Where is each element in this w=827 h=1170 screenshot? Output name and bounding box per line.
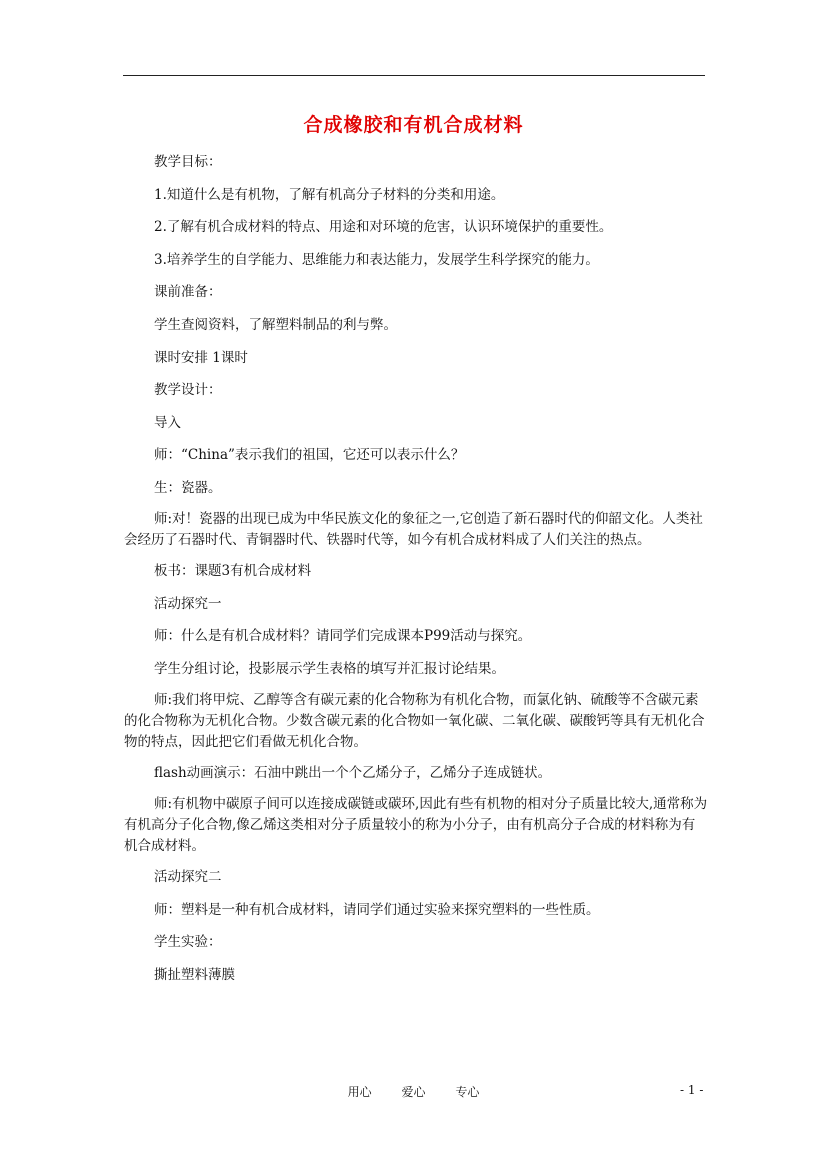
paragraph-teacher-what-is: 师：什么是有机合成材料？请同学们完成课本P99活动与探究。 bbox=[154, 628, 532, 645]
footer-motto-3: 专心 bbox=[455, 1085, 480, 1099]
paragraph-design-heading: 教学设计： bbox=[154, 382, 222, 399]
paragraph-student-experiment: 学生实验： bbox=[154, 934, 222, 951]
paragraph-activity-2-heading: 活动探究二 bbox=[154, 869, 222, 886]
paragraph-group-discussion: 学生分组讨论，投影展示学生表格的填写并汇报讨论结果。 bbox=[154, 660, 505, 677]
paragraph-objective-2: 2.了解有机合成材料的特点、用途和对环境的危害，认识环境保护的重要性。 bbox=[154, 219, 613, 236]
paragraph-objectives-heading: 教学目标： bbox=[154, 154, 222, 170]
paragraph-teacher-question: 师：“China”表示我们的祖国，它还可以表示什么？ bbox=[154, 447, 465, 464]
paragraph-teacher-porcelain: 师:对！瓷器的出现已成为中华民族文化的象征之一,它创造了新石器时代的仰韶文化。人类社会经历了石器时代、青铜器时代、铁器时代等，如今有机合成材料成了人们关注的热点。 bbox=[124, 510, 703, 548]
header-rule bbox=[123, 75, 705, 76]
footer-motto-1: 用心 bbox=[347, 1085, 372, 1099]
paragraph-teacher-plastics: 师：塑料是一种有机合成材料，请同学们通过实验来探究塑料的一些性质。 bbox=[154, 901, 600, 918]
paragraph-objective-3: 3.培养学生的自学能力、思维能力和表达能力，发展学生科学探究的能力。 bbox=[154, 251, 599, 268]
paragraph-objective-1: 1.知道什么是有机物，了解有机高分子材料的分类和用途。 bbox=[154, 186, 505, 203]
paragraph-student-answer: 生：瓷器。 bbox=[154, 479, 222, 496]
document-title: 合成橡胶和有机合成材料 bbox=[303, 114, 524, 136]
paragraph-tear-film: 撕扯塑料薄膜 bbox=[154, 967, 235, 984]
paragraph-intro-heading: 导入 bbox=[154, 414, 181, 431]
paragraph-teacher-organic-compounds: 师:我们将甲烷、乙醇等含有碳元素的化合物称为有机化合物，而氯化钠、硫酸等不含碳元素的化合物称为无机化合物。少数含碳元素的化合物如一氧化碳、二氧化碳、碳酸钙等具有无机化合物的特点，因此把它们看做无机化合物。 bbox=[124, 691, 705, 750]
paragraph-teacher-polymers: 师:有机物中碳原子间可以连接成碳链或碳环,因此有些有机物的相对分子质量比较大,通常称为有机高分子化合物,像乙烯这类相对分子质量较小的称为小分子，由有机高分子合成的材料称为有机合成材料。 bbox=[124, 795, 708, 854]
paragraph-flash-demo: flash动画演示：石油中跳出一个个乙烯分子，乙烯分子连成链状。 bbox=[154, 765, 552, 782]
paragraph-activity-1-heading: 活动探究一 bbox=[154, 595, 222, 612]
paragraph-schedule: 课时安排 1课时 bbox=[154, 349, 248, 366]
paragraph-preparation: 学生查阅资料，了解塑料制品的利与弊。 bbox=[154, 316, 397, 333]
paragraph-preparation-heading: 课前准备： bbox=[154, 284, 222, 301]
document-body bbox=[124, 150, 708, 996]
footer-motto-2: 爱心 bbox=[401, 1085, 426, 1099]
paragraph-blackboard: 板书：课题3有机合成材料 bbox=[154, 563, 312, 580]
page-number: - 1 - bbox=[680, 1083, 704, 1097]
